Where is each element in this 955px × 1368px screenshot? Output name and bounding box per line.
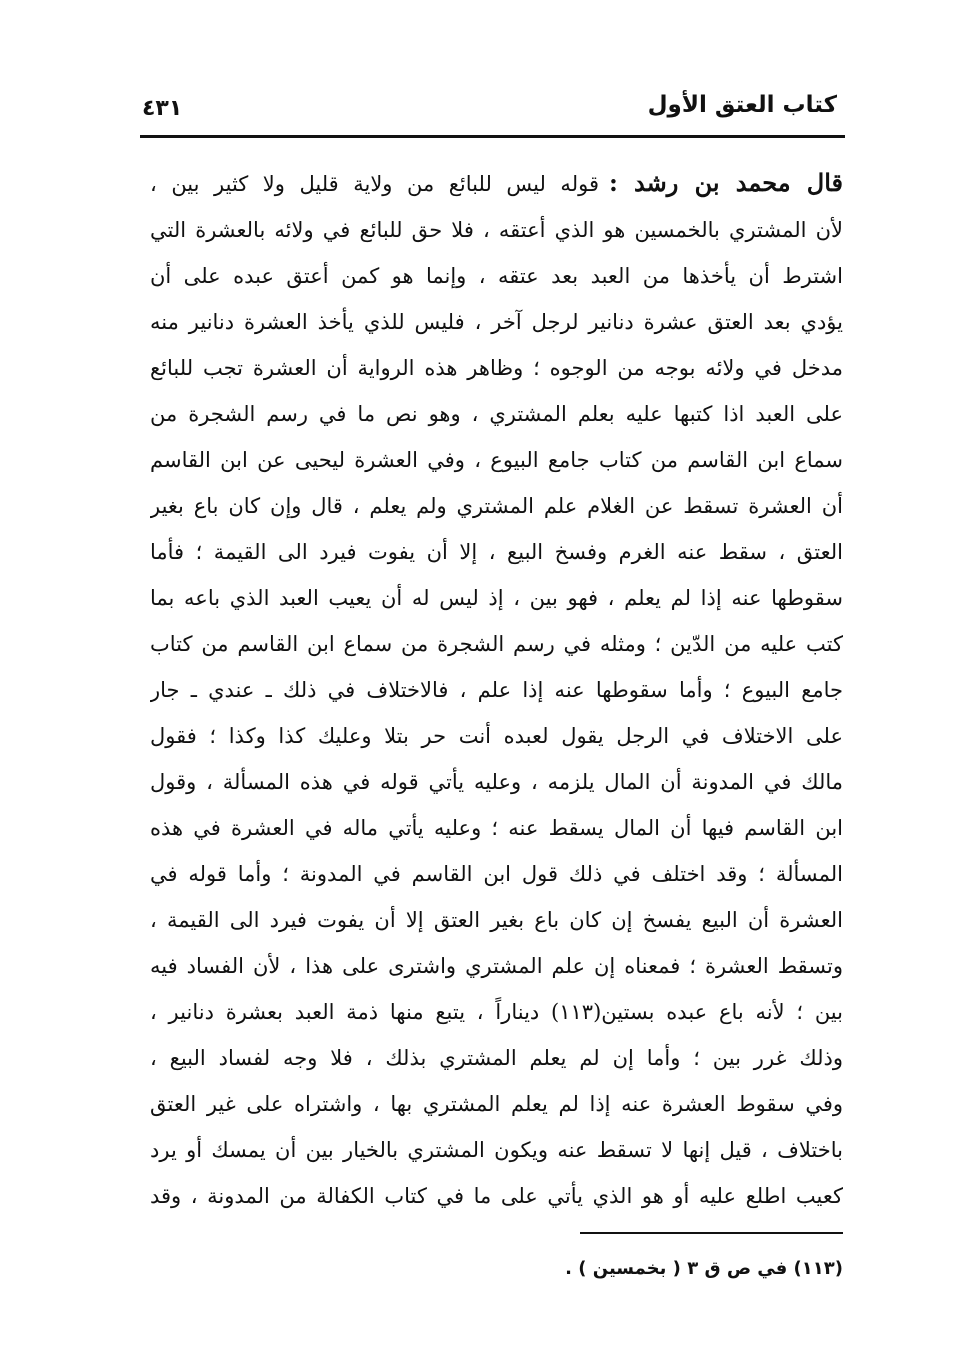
- text-line: بين ؛ لأنه باع عبده بستين(١١٣) ديناراً ، يتبع منها ذمة العبد بعشرة دنانير ،: [150, 1000, 843, 1024]
- text-line: على العبد اذا كتبها عليه بعلم المشتري ، وهو نص ما في رسم الشجرة من: [150, 402, 843, 426]
- text-line: جامع البيوع ؛ وأما سقوطها عنه إذا علم ، فالاختلاف في ذلك ـ عندي ـ جار: [150, 678, 843, 702]
- text-line: اشترط أن يأخذها من العبد بعد عتقه ، وإنما هو كمن أعتق عبده على أن: [150, 264, 843, 288]
- text-line: كتب عليه من الدّين ؛ ومثله في رسم الشجرة من سماع ابن القاسم من كتاب: [150, 632, 843, 656]
- text-line: قوله ليس للبائع من ولاية قليل ولا كثير بين ،: [150, 172, 599, 196]
- text-line: العتق ، سقط عنه الغرم وفسخ البيع ، إلا أن يفوت فيرد الى القيمة ؛ فأما: [150, 540, 843, 564]
- text-line: لأن المشتري بالخمسين هو الذي أعتقه ، فلا حق للبائع في ولائه بالعشرة التي: [150, 218, 843, 242]
- text-line: على الاختلاف في الرجل يقول لعبده أنت حر بتلا وعليك كذا وكذا ؛ فقول: [150, 724, 843, 748]
- text-line: باختلاف ، قيل إنها لا تسقط عنه ويكون المشتري بالخيار بين أن يمسك أو يرد: [150, 1138, 843, 1162]
- speaker-label: قال محمد بن رشد :: [608, 168, 843, 197]
- text-line: وذلك غرر بين ؛ وأما إن لم يعلم المشتري بذلك ، فلا وجه لفساد البيع ،: [150, 1046, 843, 1070]
- text-line: كعيب اطلع عليه أو هو الذي يأتي على ما في كتاب الكفالة من المدونة ، وقد: [150, 1184, 843, 1208]
- text-line: سماع ابن القاسم من كتاب جامع البيوع ، وفي العشرة ليحيى عن ابن القاسم: [150, 448, 843, 472]
- text-line: مدخل في ولائه بوجه من الوجوه ؛ وظاهر هذه الرواية أن العشرة تجب للبائع: [150, 356, 843, 380]
- text-line: مالك في المدونة أن المال يلزمه ، وعليه يأتي قوله في هذه المسألة ، وقول: [150, 770, 843, 794]
- text-line: سقوطها عنه إذا لم يعلم ، فهو بين ، إذ ليس له أن يعيب العبد الذي باعه بما: [150, 586, 843, 610]
- body-text: [150, 160, 843, 1219]
- running-header-title: كتاب العتق الأول: [647, 92, 837, 118]
- header-divider: [140, 135, 845, 138]
- footnote: (١١٣) في ص ق ٣ ( بخمسين ) .: [565, 1258, 843, 1279]
- text-line: ابن القاسم فيها أن المال يسقط عنه ؛ وعليه يأتي ماله في العشرة في هذه: [150, 816, 843, 840]
- text-line: وتسقط العشرة ؛ فمعناه إن علم المشتري واشترى على هذا ، لأن الفساد فيه: [150, 954, 843, 978]
- text-line: العشرة أن البيع يفسخ إن كان باع بغير العتق إلا أن يفوت فيرد الى القيمة ،: [150, 908, 843, 932]
- first-line: [150, 160, 843, 207]
- footnote-divider: [580, 1232, 843, 1234]
- page-number: ٤٣١: [142, 96, 183, 121]
- text-line: وفي سقوط العشرة عنه إذا لم يعلم المشتري بها ، واشتراه على غير العتق: [150, 1092, 843, 1116]
- text-line: يؤدي بعد العتق عشرة دنانير لرجل آخر ، فليس للذي يأخذ العشرة دنانير منه: [150, 310, 843, 334]
- text-line: المسألة ؛ وقد اختلف في ذلك قول ابن القاسم في المدونة ؛ وأما قوله في: [150, 862, 843, 886]
- text-line: أن العشرة تسقط عن الغلام علم المشتري ولم يعلم ، قال وإن كان باع بغير: [150, 494, 843, 518]
